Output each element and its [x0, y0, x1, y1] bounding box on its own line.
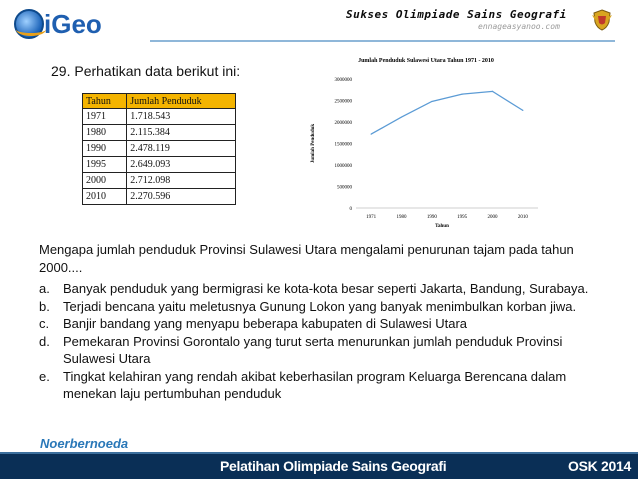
- data-point: [522, 110, 523, 111]
- option-letter: a.: [39, 281, 50, 296]
- option-letter: b.: [39, 298, 50, 314]
- answer-option-c[interactable]: [39, 315, 609, 333]
- table-cell: 2000: [83, 173, 127, 189]
- table-row: [83, 125, 236, 141]
- option-text: Banjir bandang yang menyapu beberapa kabupaten di Sulawesi Utara: [63, 316, 468, 331]
- question-text: Mengapa jumlah penduduk Provinsi Sulawesi Utara mengalami penurunan tajam pada tahun 2000....: [39, 242, 574, 275]
- option-letter: d.: [39, 333, 50, 349]
- x-tick-label: 1990: [426, 215, 437, 220]
- table-cell: 1980: [83, 125, 127, 141]
- x-tick-label: 2010: [517, 215, 528, 220]
- data-point: [462, 93, 463, 94]
- data-point: [371, 134, 372, 135]
- x-tick-label: 1995: [457, 215, 468, 220]
- option-text: Tingkat kelahiran yang rendah akibat keberhasilan program Keluarga Berencana dalam menekan laju pertumbuhan penduduk: [63, 368, 567, 401]
- option-text: Terjadi bencana yaitu meletusnya Gunung Lokon yang banyak menimbulkan korban jiwa.: [63, 298, 577, 314]
- table-cell: 1990: [83, 141, 127, 157]
- table-cell: 2.115.384: [127, 125, 236, 141]
- chart-series: [371, 91, 524, 135]
- column-header: Jumlah Penduduk: [127, 94, 236, 109]
- y-axis-ticks: [335, 78, 353, 212]
- table-row: [83, 173, 236, 189]
- y-tick-label: 2000000: [334, 120, 352, 126]
- chart-title: Jumlah Penduduk Sulawesi Utara Tahun 1971 - 2010: [358, 58, 494, 64]
- table-cell: 1.718.543: [127, 109, 236, 125]
- option-text: Banyak penduduk yang bermigrasi ke kota-kota besar seperti Jakarta, Bandung, Surabaya.: [63, 281, 589, 296]
- y-tick-label: 1000000: [334, 163, 352, 169]
- header-title: Sukses Olimpiade Sains Geografi: [346, 8, 567, 21]
- y-tick-label: 3000000: [334, 77, 352, 83]
- table-row: [83, 157, 236, 173]
- header-divider: [150, 40, 615, 42]
- table-row: [83, 141, 236, 157]
- table-cell: 1971: [83, 109, 127, 125]
- garuda-emblem-icon: [591, 8, 613, 32]
- x-tick-label: 2000: [487, 215, 498, 220]
- table-row: [83, 189, 236, 205]
- series-line: [371, 91, 523, 134]
- x-axis-ticks: [366, 215, 528, 220]
- table-cell: 2.270.596: [127, 189, 236, 205]
- chart-x-axis-label: Tahun: [435, 224, 449, 229]
- table-header-row: [83, 94, 236, 109]
- y-tick-label: 2500000: [334, 99, 352, 105]
- answer-option-d[interactable]: [39, 333, 609, 368]
- y-tick-label: 1500000: [334, 142, 352, 148]
- answer-options: [39, 280, 609, 403]
- x-tick-label: 1980: [396, 215, 407, 220]
- option-text: Pemekaran Provinsi Gorontalo yang turut serta menurunkan jumlah penduduk Provinsi Sulawesi Utara: [63, 333, 563, 366]
- author-name: Noerbernoeda: [40, 436, 129, 451]
- x-tick-label: 1971: [366, 215, 377, 220]
- question-title: 29. Perhatikan data berikut ini:: [51, 63, 241, 79]
- data-point: [401, 116, 402, 117]
- answer-option-e[interactable]: [39, 368, 609, 403]
- answer-option-a[interactable]: [39, 280, 609, 298]
- option-letter: e.: [39, 368, 50, 384]
- y-tick-label: 0: [349, 206, 352, 212]
- chart-y-axis-label: Jumlah Penduduk: [311, 123, 316, 164]
- data-point: [431, 101, 432, 102]
- swoosh-icon: [16, 23, 46, 36]
- y-tick-label: 500000: [337, 185, 352, 191]
- table-cell: 2.478.119: [127, 141, 236, 157]
- table-cell: 2.649.093: [127, 157, 236, 173]
- table-row: [83, 109, 236, 125]
- table-cell: 1995: [83, 157, 127, 173]
- footer-title: Pelatihan Olimpiade Sains Geografi: [220, 458, 447, 474]
- igeo-logo: [14, 7, 104, 43]
- logo-text: iGeo: [44, 9, 102, 39]
- option-letter: c.: [39, 316, 50, 331]
- data-point: [492, 91, 493, 92]
- header-email: ennageasyanoo.com: [478, 22, 560, 31]
- column-header: Tahun: [83, 94, 127, 109]
- population-table: [82, 93, 236, 205]
- table-cell: 2.712.098: [127, 173, 236, 189]
- table-cell: 2010: [83, 189, 127, 205]
- answer-option-b[interactable]: [39, 298, 609, 316]
- population-line-chart: [298, 52, 550, 230]
- footer-event: OSK 2014: [568, 458, 631, 474]
